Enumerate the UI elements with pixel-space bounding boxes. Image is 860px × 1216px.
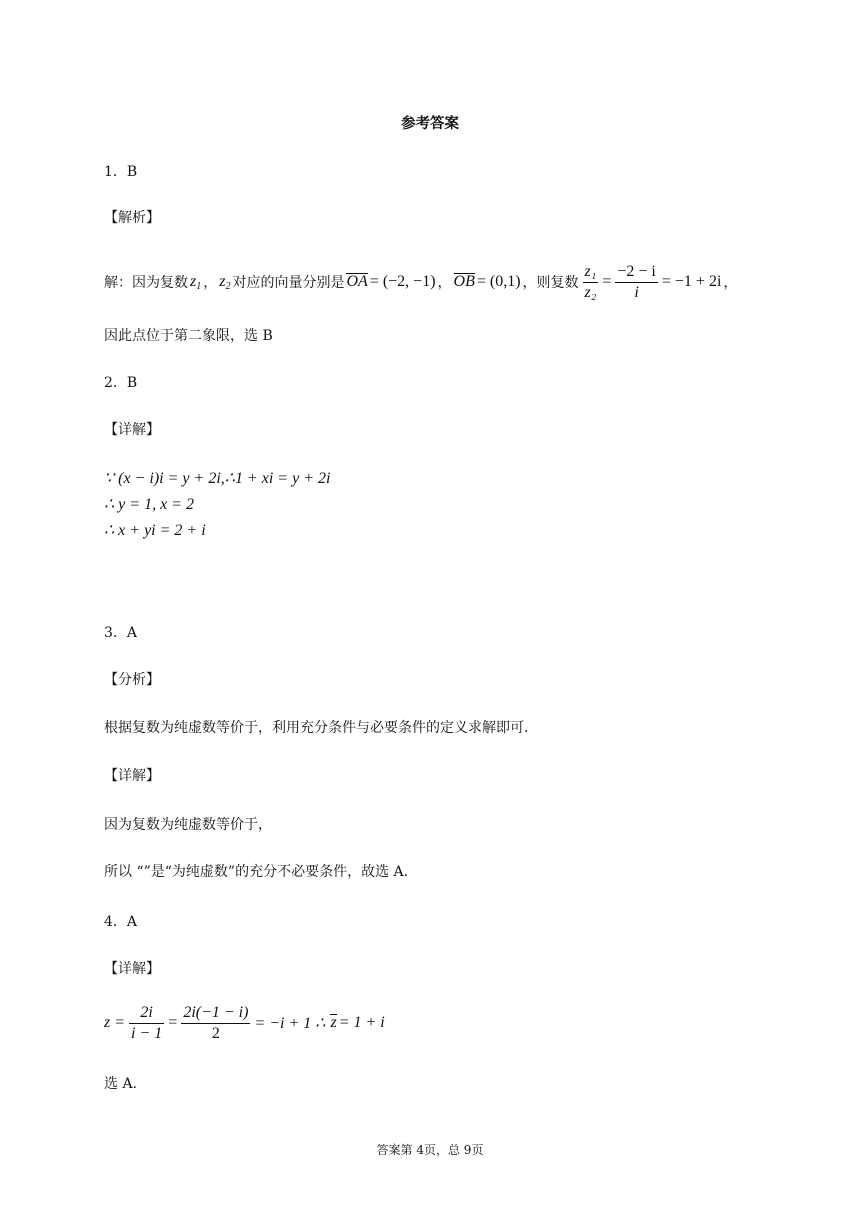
q1-fraction-value: $\frac{-2 - i}{i}$: [617, 262, 656, 301]
q1-sol-prefix: 解：因为复数: [104, 275, 188, 291]
q2-step-2: ∴ y = 1, x = 2: [104, 496, 194, 513]
q3-answer: 3．A: [104, 625, 138, 641]
q1-sol-mid2: ，则复数: [522, 275, 579, 291]
q1-sol-end: ，: [723, 275, 738, 291]
q4-answer: 4．A: [104, 914, 138, 930]
q1-oa-vector: OA: [346, 273, 368, 291]
q3-tag-detail: 【详解】: [104, 768, 160, 784]
q1-sep2: ，: [437, 275, 452, 291]
q2-answer: 2．B: [104, 375, 138, 391]
q3-detail-1: 因为复数为纯虚数等价于，: [104, 817, 272, 833]
q1-conclusion: 因此点位于第二象限，选 B: [104, 328, 273, 344]
q1-ob-value: = (0,1): [476, 273, 521, 290]
q4-rest-2: = 1 + i: [338, 1014, 385, 1031]
q4-eq: =: [168, 1014, 178, 1031]
q1-ob-vector: OB: [453, 273, 475, 291]
q1-result: = −1 + 2i: [661, 273, 722, 290]
q1-tag: 【解析】: [104, 210, 160, 226]
q4-equation: [104, 1000, 385, 1046]
q4-fraction-1: $\frac{2i}{i - 1}$: [131, 1003, 163, 1042]
q3-detail-2: 所以 “”是“为纯虚数”的充分不必要条件，故选 A.: [104, 864, 409, 880]
q4-fraction-2: $\frac{2i(-1 - i)}{2}$: [183, 1003, 249, 1042]
page-title: 参考答案: [401, 115, 459, 132]
q1-oa-value: = (−2, −1): [369, 273, 436, 290]
q1-z2: $z_2$: [219, 272, 231, 292]
q1-solution-line: [104, 260, 737, 304]
q1-answer: 1．B: [104, 164, 138, 180]
q1-eq1: =: [602, 273, 612, 290]
page-footer: 答案第 4页，总 9页: [376, 1143, 484, 1157]
q4-z-conjugate: z: [330, 1014, 337, 1032]
q3-tag-analysis: 【分析】: [104, 672, 160, 688]
q2-tag: 【详解】: [104, 422, 160, 438]
q1-z1: $z_1$: [190, 272, 202, 292]
q2-step-1: ∵ (x − i)i = y + 2i,∴1 + xi = y + 2i: [104, 470, 331, 487]
q1-sol-mid: 对应的向量分别是: [232, 275, 345, 291]
q1-fraction-z1-z2: $\frac{\text{z₁}}{\text{z₂}}$: [584, 262, 597, 301]
q4-tag: 【详解】: [104, 961, 160, 977]
q4-z-lhs: z =: [104, 1014, 126, 1031]
q3-analysis: 根据复数为纯虚数等价于，利用充分条件与必要条件的定义求解即可.: [104, 720, 529, 736]
q4-rest-1: = −i + 1 ∴: [254, 1015, 326, 1032]
q1-sep1: ，: [203, 275, 218, 291]
q2-step-3: ∴ x + yi = 2 + i: [104, 522, 206, 539]
q4-conclusion: 选 A.: [104, 1076, 138, 1092]
